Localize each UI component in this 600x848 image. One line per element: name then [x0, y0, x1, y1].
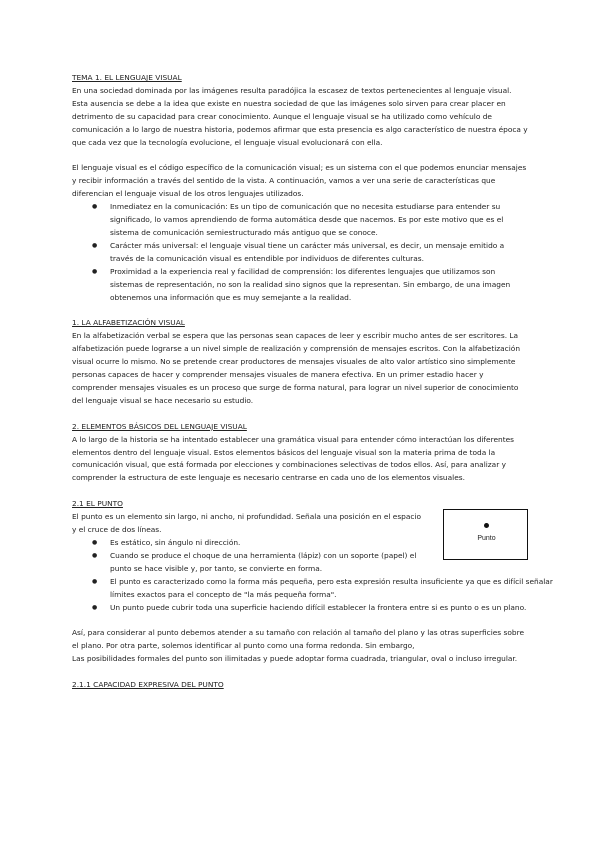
elementos-title: 2. ELEMENTOS BÁSICOS DEL LENGUAJE VISUAL: [72, 421, 247, 431]
alfabetizacion-paragraph: En la alfabetización verbal se espera que las personas sean capaces de leer y escribir mucho antes de ser escritores. La alfabetización puede lograrse a un nivel simple de realización y comprensión de mensajes escritos. Con la alfabetización visual ocurre lo mismo. No se pretende crear productores de mensajes visuales de alto valor artístico sino simplemente personas capaces de hacer y comprender mensajes visuales de manera efectiva. En un primer estadio hacer y comprender mensajes visuales es un proceso que surge de forma natural, para lograr un nivel superior de conocimiento del lenguaje visual se hace necesario su estudio.: [72, 331, 521, 405]
list-item: ● Un punto puede cubrir toda una superficie haciendo difícil establecer la frontera entre si es punto o es un plano.: [97, 602, 553, 615]
tema-paragraph-1: En una sociedad dominada por las imágenes resulta paradójica la escasez de textos pertenecientes al lenguaje visual. Esta ausencia se debe a la idea que existe en nuestra sociedad de que las imágenes solo sirven para crear placer en detrimento de su capacidad para crear conocimiento. Aunque el lenguaje visual se ha utilizado como vehículo de comunicación a lo largo de nuestra historia, podemos afirmar que esta presencia es algo característico de nuestra época y que cada vez que la tecnología evolucione, el lenguaje visual evolucionará con ella.: [72, 85, 528, 147]
punto-paragraph-1: El punto es un elemento sin largo, ni ancho, ni profundidad. Señala una posición en el espacio y el cruce de dos líneas.: [72, 512, 422, 535]
list-item: ● Carácter más universal: el lenguaje visual tiene un carácter más universal, es decir, un mensaje emitido a través de la comunicación visual es entendible por individuos de diferentes culturas.: [97, 240, 528, 266]
list-item: ● Cuando se produce el choque de una herramienta (lápiz) con un soporte (papel) el punto se hace visible y, por tanto, se convierte en forma.: [97, 550, 424, 576]
alfabetizacion-title: 1. LA ALFABETIZACIÓN VISUAL: [72, 318, 185, 328]
tema-bullet-list: [72, 201, 528, 304]
capacidad-title: 2.1.1 CAPACIDAD EXPRESIVA DEL PUNTO: [72, 680, 224, 690]
punto-paragraph-2: Así, para considerar al punto debemos atender a su tamaño con relación al tamaño del plano y las otras superficies sobre el plano. Por otra parte, solemos identificar al punto como una forma redonda. Sin embargo,: [72, 628, 524, 651]
point-dot-icon: [484, 523, 489, 528]
list-item: ● Proximidad a la experiencia real y facilidad de comprensión: los diferentes lenguajes que utilizamos son sistemas de representación, no son la realidad sino signos que la representan. Sin embargo, de una imagen obtenemos una información que es muy semejante a la realidad.: [97, 266, 528, 305]
tema-title: TEMA 1. EL LENGUAJE VISUAL: [72, 73, 182, 82]
punto-title: 2.1 EL PUNTO: [72, 499, 123, 509]
punto-bullet-list: [72, 537, 424, 576]
punto-figure: [443, 509, 528, 560]
punto-paragraph-3: Las posibilidades formales del punto son ilimitadas y puede adoptar forma cuadrada, triangular, oval o incluso irregular.: [72, 654, 518, 664]
punto-body: [72, 511, 424, 576]
list-item: ● El punto es caracterizado como la forma más pequeña, pero esta expresión resulta insuficiente ya que es difícil señalar límites exactos para el concepto de "la más pequeña forma".: [97, 576, 553, 602]
punto-bullet-list-wide: [72, 576, 553, 615]
punto-section: [72, 498, 553, 614]
tema-paragraph-2: El lenguaje visual es el código específico de la comunicación visual; es un sistema con el que podemos enunciar mensajes y recibir información a través del sentido de la vista. A continuación, vamos a ver una serie de características que diferencian el lenguaje visual de los otros lenguajes utilizados.: [72, 163, 527, 199]
list-item: ● Es estático, sin ángulo ni dirección.: [97, 537, 424, 550]
elementos-paragraph: A lo largo de la historia se ha intentado establecer una gramática visual para entender cómo interactúan los diferentes elementos dentro del lenguaje visual. Estos elementos básicos del lenguaje visual son la materia prima de toda la comunicación visual, que está formada por elecciones y combinaciones selectivas de todos ellos. Así, para analizar y comprender la estructura de este lenguaje es necesario centrarse en cada uno de los elementos visuales.: [72, 434, 514, 483]
document-page: [72, 72, 553, 692]
punto-figure-label: Punto: [477, 535, 496, 543]
list-item: ● Inmediatez en la comunicación: Es un tipo de comunicación que no necesita estudiarse para entender su significado, lo vamos aprendiendo de forma automática desde que nacemos. Es por este motivo que es el sistema de comunicación semiestructurado más antiguo que se conoce.: [97, 201, 528, 240]
